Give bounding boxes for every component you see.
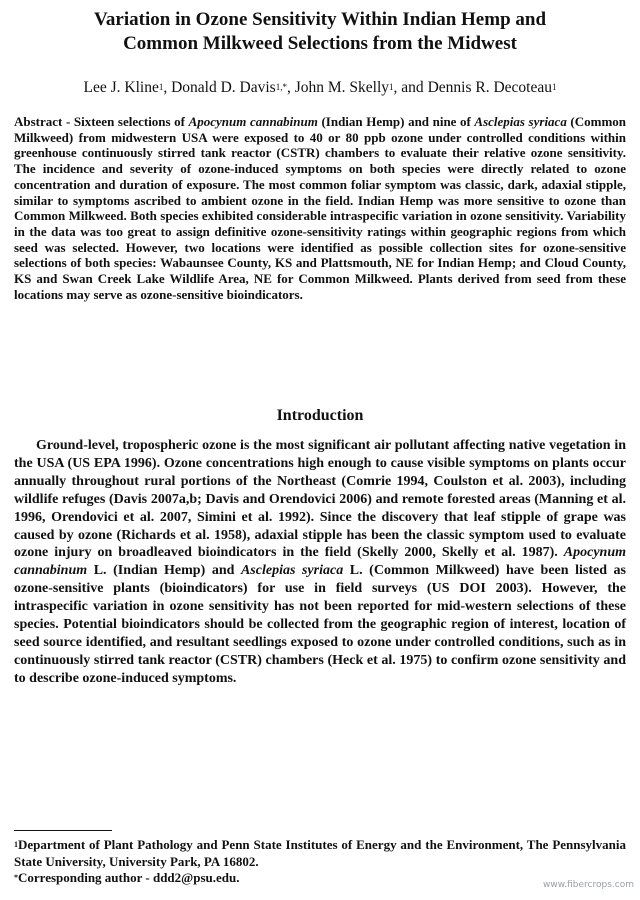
author-name: Donald D. Davis <box>171 79 276 96</box>
watermark: www.fibercrops.com <box>543 880 634 890</box>
footnote-mark: 1 <box>14 840 18 849</box>
species-name: Apocynum cannabinum <box>14 545 626 579</box>
introduction-paragraph <box>14 437 626 688</box>
author-name: John M. Skelly <box>294 79 390 96</box>
footnote-text: Corresponding author - ddd2@psu.edu. <box>18 870 240 885</box>
abstract-text: - Sixteen selections of <box>62 114 189 129</box>
author-separator: , <box>286 79 295 96</box>
intro-text: Ground-level, tropospheric ozone is the most significant air pollutant affecting native vegetation in the USA (US EPA 1996). Ozone concentrations high enough to cause visible symptoms on plants occur annually throughout rural portions of the Northeast (Comrie 1994, Coulston et al. 2003), including wildlife refuges (Davis 2007a,b; Davis and Orendovici 2006) and remote forested areas (Manning et al. 1996, Orendovici et al. 2007, Simini et al. 1992). Since the discovery that leaf stipple of grape was caused by ozone (Richards et al. 1958), adaxial stipple has been the classic symptom used to evaluate ozone injury on broadleaved bioindicators in the field (Skelly 2000, Skelly et al. 1987). <box>14 438 626 561</box>
intro-text: L. (Indian Hemp) and <box>87 563 241 579</box>
title-line-2: Common Milkweed Selections from the Midwest <box>123 33 517 54</box>
author-list <box>20 78 620 98</box>
author-affiliation-mark: 1 <box>551 82 557 92</box>
author-affiliation-mark: 1,* <box>275 82 287 92</box>
footnotes <box>14 837 626 887</box>
abstract-text: (Indian Hemp) and nine of <box>317 114 475 129</box>
author-separator: , and <box>393 79 428 96</box>
footnote-divider <box>14 830 112 831</box>
abstract-text: (Common Milkweed) from midwestern USA were exposed to 40 or 80 ppb ozone under controlled conditions within greenhouse continuously stirred tank reactor (CSTR) chambers to evaluate their relative ozone sensitivity. The incidence and severity of ozone-induced symptoms on both species were directly related to ozone concentration and duration of exposure. The most common foliar symptom was classic, dark, adaxial stipple, similar to symptoms ascribed to ambient ozone in the field. Indian Hemp was more sensitive to ozone than Common Milkweed. Both species exhibited considerable intraspecific variation in ozone sensitivity. Variability in the data was too great to assign definitive ozone-sensitivity ratings within geographic regions from which seed was selected. However, two locations were identified as possible collection sites for ozone-sensitive selections of both species: Wabaunsee County, KS and Plattsmouth, NE for Indian Hemp; and Cloud County, KS and Swan Creek Lake Wildlife Area, NE for Common Milkweed. Plants derived from seed from these locations may serve as ozone-sensitive bioindicators. <box>14 114 627 302</box>
author-affiliation-mark: 1 <box>389 82 394 92</box>
title-line-1: Variation in Ozone Sensitivity Within Indian Hemp and <box>93 9 547 30</box>
species-name: Asclepias syriaca <box>474 114 567 129</box>
abstract-label: Abstract <box>14 114 63 129</box>
species-name: Apocynum cannabinum <box>188 114 318 129</box>
author-name: Dennis R. Decoteau <box>427 79 552 96</box>
footnote-text: Department of Plant Pathology and Penn State Institutes of Energy and the Environment, The Pennsylvania State University, University Park, PA 16802. <box>14 837 626 869</box>
abstract <box>14 114 626 302</box>
footnote-affiliation <box>14 837 626 870</box>
species-name: Asclepias syriaca <box>240 563 344 579</box>
section-heading-introduction: Introduction <box>276 407 364 424</box>
footnote-corresponding <box>14 870 626 887</box>
intro-text: L. (Common Milkweed) have been listed as ozone-sensitive plants (bioindicators) for use in field surveys (US DOI 2003). However, the intraspecific variation in ozone sensitivity has not been reported for mid-western selections of these species. Potential bioindicators should be collected from the geographic region of interest, location of seed source identified, and resultant seedlings exposed to ozone under controlled conditions, such as in continuously stirred tank reactor (CSTR) chambers (Heck et al. 1975) to confirm ozone sensitivity and to describe ozone-induced symptoms. <box>14 563 627 686</box>
paper-title <box>20 8 620 56</box>
author-separator: , <box>163 79 172 96</box>
author-affiliation-mark: 1 <box>158 82 164 92</box>
author-name: Lee J. Kline <box>83 79 159 96</box>
footnote-mark: * <box>14 873 18 882</box>
